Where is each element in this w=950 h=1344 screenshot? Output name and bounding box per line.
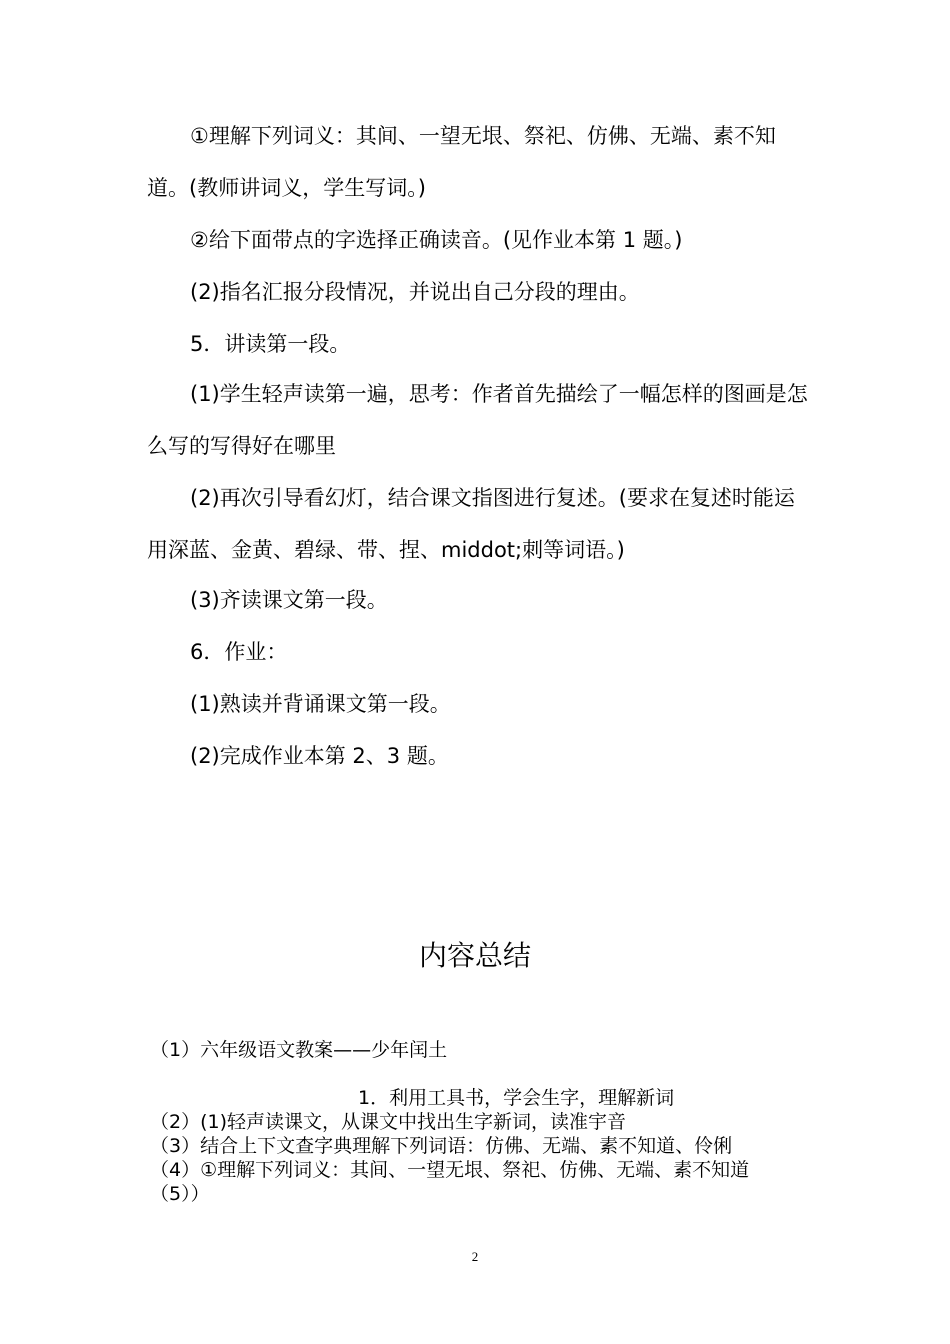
page-number: 2	[471, 1249, 479, 1264]
body-paragraph: (1)熟读并背诵课文第一段。	[190, 692, 451, 716]
summary-line: （4）①理解下列词义：其间、一望无垠、祭祀、仿佛、无端、素不知道	[150, 1159, 750, 1181]
body-paragraph: 5．讲读第一段。	[190, 332, 351, 356]
body-paragraph: ②给下面带点的字选择正确读音。(见作业本第 1 题。)	[190, 228, 683, 252]
body-paragraph: (2)指名汇报分段情况，并说出自己分段的理由。	[190, 280, 640, 304]
summary-title: 内容总结	[418, 939, 531, 972]
summary-line: （3）结合上下文查字典理解下列词语：仿佛、无端、素不知道、伶俐	[150, 1135, 733, 1157]
summary-subheading: 1．利用工具书，学会生字，理解新词	[358, 1087, 675, 1109]
body-paragraph: (2)完成作业本第 2、3 题。	[190, 744, 449, 768]
body-paragraph: 6．作业：	[190, 640, 288, 664]
summary-line: （1）六年级语文教案——少年闰土	[150, 1039, 448, 1061]
body-paragraph: ①理解下列词义：其间、一望无垠、祭祀、仿佛、无端、素不知道。(教师讲词义，学生写词。)	[147, 124, 776, 200]
body-paragraph: (2)再次引导看幻灯，结合课文指图进行复述。(要求在复述时能运用深蓝、金黄、碧绿、带、捏、middot;刺等词语。)	[147, 486, 795, 562]
body-paragraph: (1)学生轻声读第一遍，思考：作者首先描绘了一幅怎样的图画是怎么写的写得好在哪里	[147, 382, 808, 458]
summary-line: （5））	[150, 1183, 210, 1205]
summary-line: （2）(1)轻声读课文，从课文中找出生字新词，读准宇音	[150, 1111, 627, 1133]
body-paragraph: (3)齐读课文第一段。	[190, 588, 388, 612]
